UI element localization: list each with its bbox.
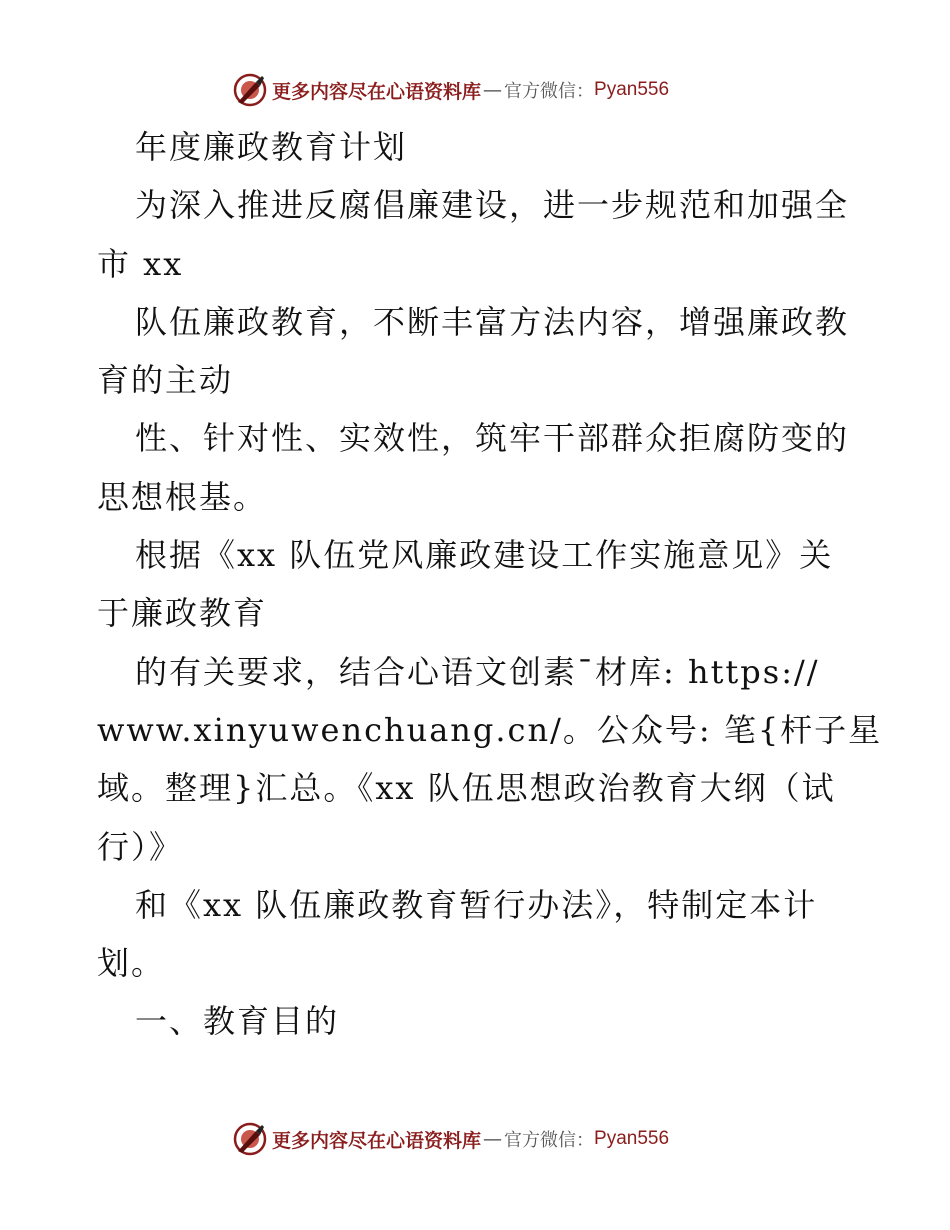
text-line: 域。整理}汇总。《xx 队伍思想政治教育大纲（试 (97, 769, 836, 808)
document-title: 年度廉政教育计划 (135, 128, 408, 166)
wechat-label: 官方微信： (504, 1130, 595, 1151)
wechat-label: 官方微信： (504, 81, 595, 102)
document-body (97, 118, 883, 1051)
text-line: 市 xx (97, 244, 184, 283)
text-line: 思想根基。 (97, 477, 268, 516)
text-line: 为深入推进反腐倡廉建设，进一步规范和加强全 (135, 186, 850, 225)
pen-logo-icon (232, 1121, 268, 1157)
wechat-id: Pyan556 (594, 1128, 670, 1149)
text-line: 的有关要求，结合心语文创素¯材库: https:// (135, 652, 820, 691)
text-line: 根据《xx 队伍党风廉政建设工作实施意见》关 (135, 536, 834, 575)
text-line: 划。 (97, 944, 166, 983)
section-heading: 一、教育目的 (135, 1002, 340, 1041)
text-line: 于廉政教育 (97, 594, 268, 633)
text-line: www.xinyuwenchuang.cn/。公众号: 笔{杆子星 (97, 710, 883, 749)
text-line: 行）》 (97, 827, 184, 866)
text-line: 队伍廉政教育，不断丰富方法内容，增强廉政教 (135, 302, 850, 341)
text-line: 性、针对性、实效性，筑牢干部群众拒腐防变的 (135, 419, 850, 458)
watermark-text: 更多内容尽在心语资料库 (272, 80, 482, 103)
text-line: 和《xx 队伍廉政教育暂行办法》，特制定本计 (135, 885, 818, 924)
watermark-separator: — (483, 1128, 503, 1150)
header-watermark (232, 70, 732, 110)
pen-logo-icon (232, 72, 268, 108)
wechat-id: Pyan556 (594, 79, 670, 100)
text-line: 育的主动 (97, 361, 234, 400)
watermark-text: 更多内容尽在心语资料库 (272, 1129, 482, 1152)
watermark-separator: — (483, 79, 503, 101)
footer-watermark (232, 1119, 732, 1159)
